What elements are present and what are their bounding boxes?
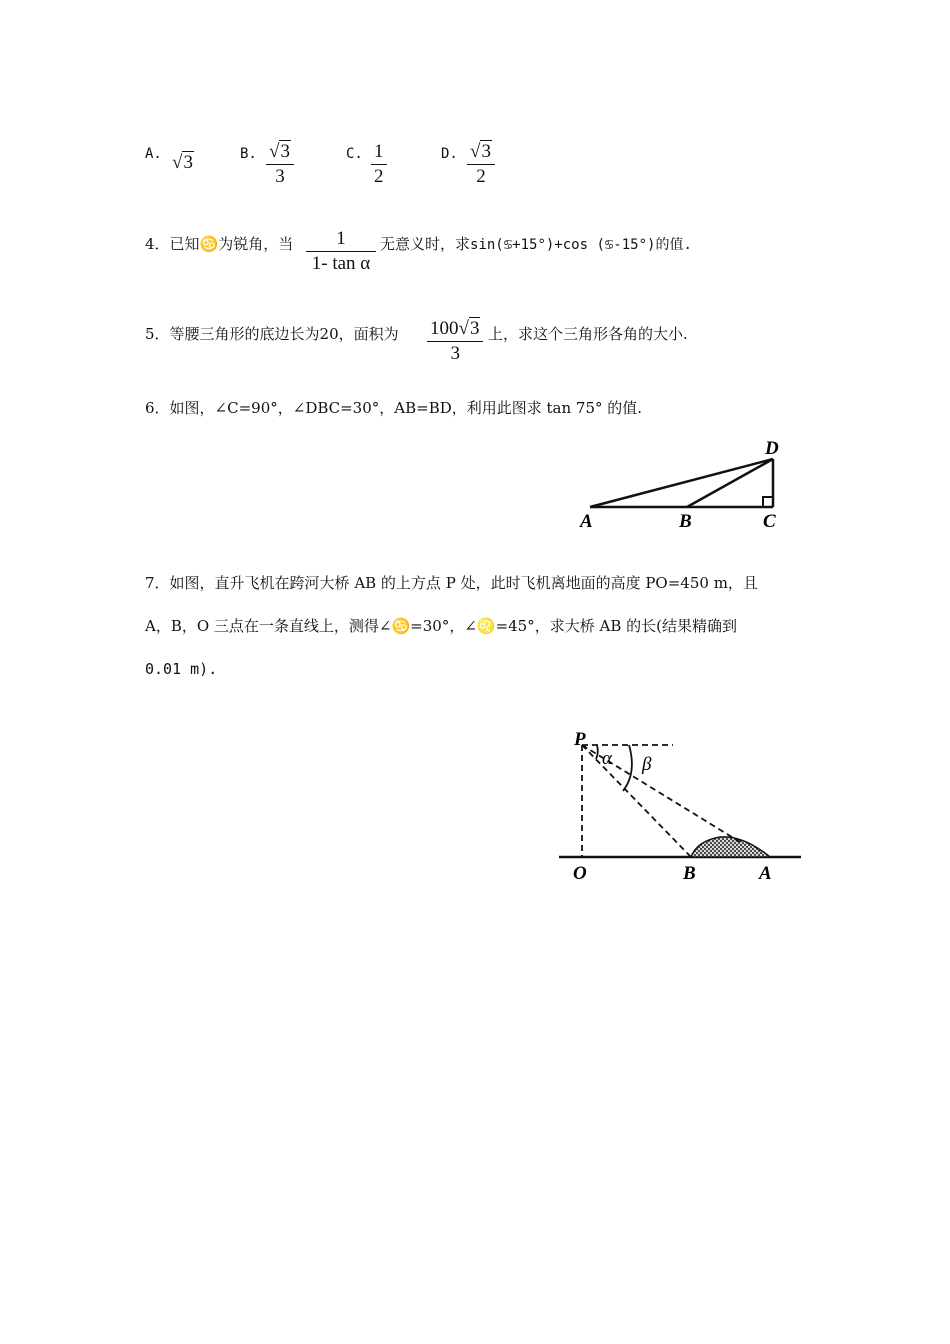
q5-text-end: 上，求这个三角形各角的大小. xyxy=(488,325,688,343)
option-d-fraction: $\frac{√3}{2}$ xyxy=(467,141,495,189)
question-7-line-3: 0.01 m). xyxy=(145,660,218,678)
label-p: P xyxy=(574,729,586,750)
q4-text-start: 4．已知♋为锐角，当 xyxy=(145,235,294,253)
q6-figure xyxy=(575,435,795,535)
option-c-fraction: $\frac{1}{2}$ xyxy=(371,141,387,189)
beta-arc xyxy=(623,745,632,791)
q7-figure xyxy=(555,725,805,885)
line-bd xyxy=(687,459,773,507)
label-o: O xyxy=(573,863,587,884)
option-a-label: A. xyxy=(145,146,162,162)
label-c: C xyxy=(763,511,776,532)
label-d: D xyxy=(765,438,779,459)
option-b-label: B. xyxy=(240,146,257,162)
q4-text-end: 无意义时，求sin(♋+15°)+cos (♋-15°)的值. xyxy=(380,235,692,253)
question-6-text: 6．如图，∠C=90°，∠DBC=30°，AB=BD，利用此图求 tan 75° 的值. xyxy=(145,399,643,417)
q5-fraction: $\frac{100√3}{3}$ xyxy=(427,318,483,366)
label-b: B xyxy=(679,511,692,532)
option-c-label: C. xyxy=(346,146,363,162)
label-beta: β xyxy=(642,754,652,775)
label-a: A xyxy=(580,511,593,532)
option-b-fraction: $\frac{√3}{3}$ xyxy=(266,141,294,189)
q4-fraction: $\frac{1}{\text{1- tan α}}$ xyxy=(306,228,376,276)
alpha-arc xyxy=(596,745,598,759)
label-b: B xyxy=(683,863,696,884)
line-pb xyxy=(582,745,691,857)
label-a: A xyxy=(759,863,772,884)
q5-text-start: 5．等腰三角形的底边长为20，面积为 xyxy=(145,325,399,343)
label-alpha: α xyxy=(602,748,612,769)
question-7-line-2: A，B，O 三点在一条直线上，测得∠♋=30°，∠♌=45°，求大桥 AB 的长(结果精确到 xyxy=(145,617,737,635)
question-7-line-1: 7．如图，直升飞机在跨河大桥 AB 的上方点 P 处，此时飞机离地面的高度 PO=450 m，且 xyxy=(145,574,758,592)
line-ad xyxy=(590,459,773,507)
bridge-hill xyxy=(691,837,770,857)
alpha-symbol: ♋ xyxy=(199,235,219,253)
option-d-label: D. xyxy=(441,146,458,162)
right-angle-mark xyxy=(763,497,773,507)
option-a-value: √3 xyxy=(172,152,193,173)
